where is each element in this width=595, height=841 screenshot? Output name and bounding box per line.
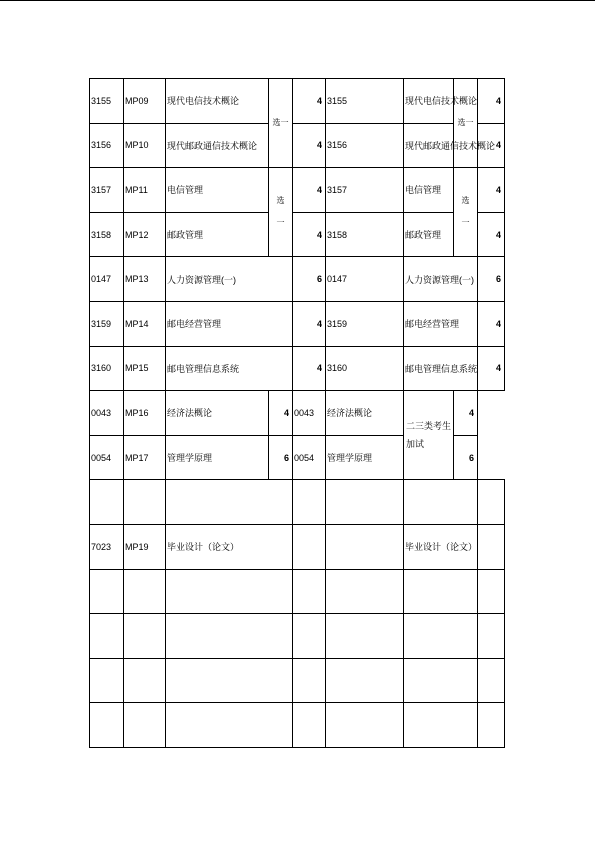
elective-note-2: 选 一 xyxy=(454,168,478,257)
course-credit-2: 4 xyxy=(478,123,505,168)
course-name: 邮电管理信息系统 xyxy=(166,346,293,391)
course-name-2: 毕业设计（论文） xyxy=(404,524,478,569)
empty-cell xyxy=(124,703,166,748)
course-code-2: 3156 xyxy=(326,123,404,168)
course-credit: 4 xyxy=(269,391,293,436)
empty-cell xyxy=(124,569,166,614)
course-credit-2: 4 xyxy=(478,212,505,257)
elective-note: 选一 xyxy=(269,79,293,168)
table-row xyxy=(90,212,505,257)
table-row xyxy=(90,391,505,436)
course-credit-2: 4 xyxy=(454,391,478,436)
table-row xyxy=(90,79,505,124)
course-code: 7023 xyxy=(90,524,124,569)
empty-cell xyxy=(326,569,404,614)
course-credit-2: 6 xyxy=(478,257,505,302)
course-credit-2: 6 xyxy=(454,435,478,480)
elective-note: 选 一 xyxy=(269,168,293,257)
course-credit: 4 xyxy=(293,123,326,168)
empty-cell xyxy=(478,658,505,703)
course-mp: MP13 xyxy=(124,257,166,302)
course-credit: 6 xyxy=(293,257,326,302)
empty-cell xyxy=(478,480,505,525)
course-name: 现代电信技术概论 xyxy=(166,79,269,124)
empty-cell xyxy=(124,614,166,659)
course-code: 0147 xyxy=(90,257,124,302)
empty-cell xyxy=(404,569,478,614)
empty-cell xyxy=(326,480,404,525)
course-code-2: 3159 xyxy=(326,301,404,346)
course-name-2: 现代邮政通信技术概论 xyxy=(404,123,454,168)
course-code: 3160 xyxy=(90,346,124,391)
empty-cell xyxy=(326,658,404,703)
course-code: 3158 xyxy=(90,212,124,257)
empty-cell xyxy=(326,524,404,569)
course-name-2: 邮政管理 xyxy=(404,212,454,257)
table-row xyxy=(90,480,505,525)
page-top-rule xyxy=(0,0,595,1)
table-row xyxy=(90,168,505,213)
empty-cell xyxy=(293,703,326,748)
course-code-2: 3155 xyxy=(326,79,404,124)
empty-cell xyxy=(124,480,166,525)
empty-cell xyxy=(90,569,124,614)
course-name-2: 邮电经营管理 xyxy=(404,301,478,346)
course-code-2: 0054 xyxy=(293,435,326,480)
course-mp: MP09 xyxy=(124,79,166,124)
empty-cell xyxy=(166,480,293,525)
empty-cell xyxy=(90,658,124,703)
course-credit: 4 xyxy=(293,79,326,124)
course-name: 邮政管理 xyxy=(166,212,269,257)
course-name: 管理学原理 xyxy=(166,435,269,480)
table-row xyxy=(90,524,505,569)
course-name-2: 人力资源管理(一) xyxy=(404,257,478,302)
course-name-2: 管理学原理 xyxy=(326,435,404,480)
course-mp: MP10 xyxy=(124,123,166,168)
empty-cell xyxy=(478,614,505,659)
empty-cell xyxy=(90,614,124,659)
course-code-2: 0043 xyxy=(293,391,326,436)
empty-cell xyxy=(293,614,326,659)
empty-cell xyxy=(166,569,293,614)
course-code: 3156 xyxy=(90,123,124,168)
course-table xyxy=(89,78,505,748)
empty-cell xyxy=(293,480,326,525)
course-name: 电信管理 xyxy=(166,168,269,213)
course-credit: 4 xyxy=(293,168,326,213)
course-code-2: 3158 xyxy=(326,212,404,257)
table-row xyxy=(90,658,505,703)
table-row xyxy=(90,257,505,302)
table-row xyxy=(90,569,505,614)
course-mp: MP12 xyxy=(124,212,166,257)
table-row xyxy=(90,301,505,346)
course-name: 经济法概论 xyxy=(166,391,269,436)
extra-exam-note-2: 二三类考生 加试 xyxy=(404,391,454,480)
course-code: 3155 xyxy=(90,79,124,124)
course-code: 0054 xyxy=(90,435,124,480)
empty-cell xyxy=(404,614,478,659)
course-credit-2: 4 xyxy=(478,79,505,124)
course-name-2: 经济法概论 xyxy=(326,391,404,436)
course-mp: MP17 xyxy=(124,435,166,480)
course-code-2: 0147 xyxy=(326,257,404,302)
course-mp: MP16 xyxy=(124,391,166,436)
course-credit: 4 xyxy=(293,212,326,257)
course-name: 邮电经营管理 xyxy=(166,301,293,346)
course-credit-2: 4 xyxy=(478,168,505,213)
course-code: 3159 xyxy=(90,301,124,346)
table-row xyxy=(90,703,505,748)
course-code: 0043 xyxy=(90,391,124,436)
empty-cell xyxy=(404,480,478,525)
table-row xyxy=(90,614,505,659)
course-mp: MP15 xyxy=(124,346,166,391)
empty-cell xyxy=(293,658,326,703)
empty-cell xyxy=(124,658,166,703)
course-mp: MP19 xyxy=(124,524,166,569)
empty-cell xyxy=(293,524,326,569)
empty-cell xyxy=(478,569,505,614)
course-credit: 4 xyxy=(293,301,326,346)
empty-cell xyxy=(326,703,404,748)
course-name-2: 邮电管理信息系统 xyxy=(404,346,478,391)
empty-cell xyxy=(478,524,505,569)
course-name: 毕业设计（论文） xyxy=(166,524,293,569)
course-credit-2: 4 xyxy=(478,301,505,346)
course-credit: 4 xyxy=(293,346,326,391)
course-code-2: 3160 xyxy=(326,346,404,391)
course-credit: 6 xyxy=(269,435,293,480)
empty-cell xyxy=(326,614,404,659)
course-code: 3157 xyxy=(90,168,124,213)
elective-note-2: 选一 xyxy=(454,79,478,168)
empty-cell xyxy=(166,658,293,703)
course-name: 现代邮政通信技术概论 xyxy=(166,123,269,168)
empty-cell xyxy=(90,703,124,748)
course-name: 人力资源管理(一) xyxy=(166,257,293,302)
empty-cell xyxy=(404,658,478,703)
empty-cell xyxy=(293,569,326,614)
table-row xyxy=(90,123,505,168)
empty-cell xyxy=(478,703,505,748)
empty-cell xyxy=(166,614,293,659)
empty-cell xyxy=(404,703,478,748)
course-mp: MP14 xyxy=(124,301,166,346)
course-code-2: 3157 xyxy=(326,168,404,213)
empty-cell xyxy=(90,480,124,525)
course-credit-2: 4 xyxy=(478,346,505,391)
course-name-2: 电信管理 xyxy=(404,168,454,213)
course-name-2: 现代电信技术概论 xyxy=(404,79,454,124)
course-mp: MP11 xyxy=(124,168,166,213)
empty-cell xyxy=(166,703,293,748)
table-row xyxy=(90,346,505,391)
